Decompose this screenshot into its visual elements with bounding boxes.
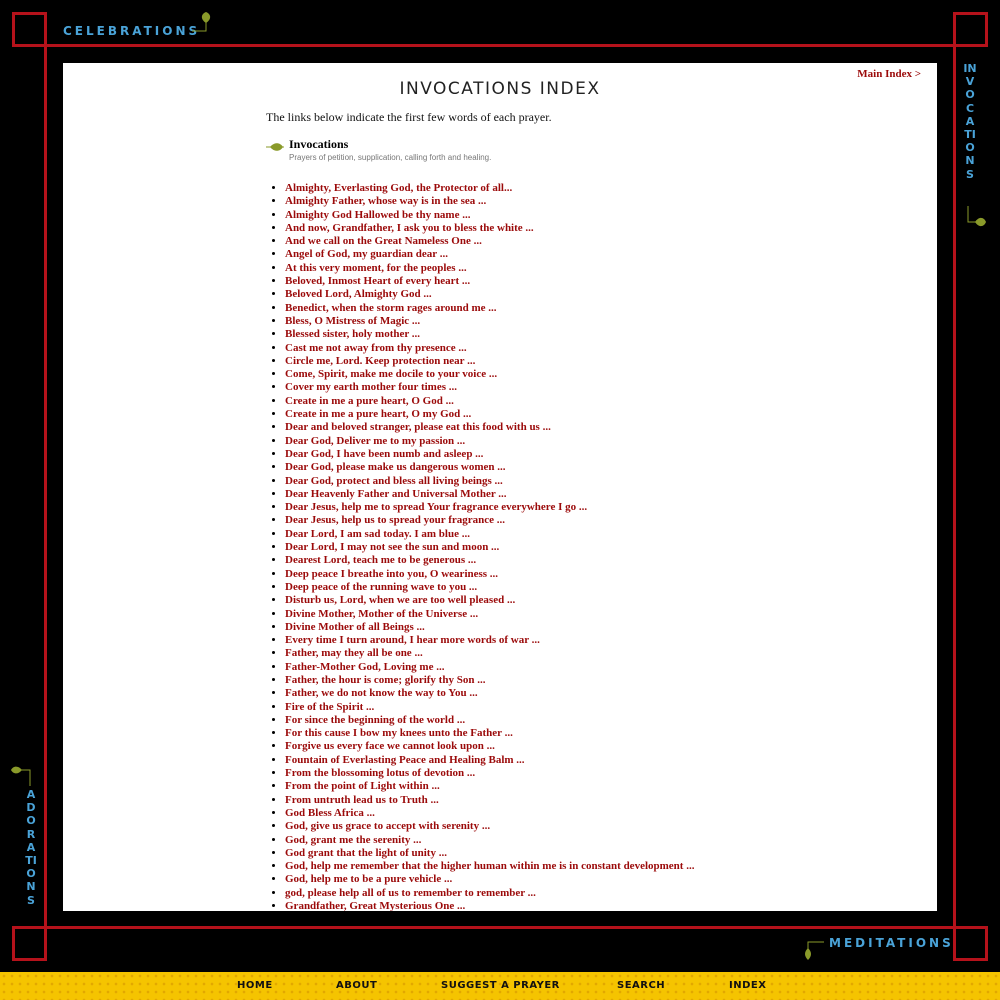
prayer-link[interactable]: Father-Mother God, Loving me ... [285,660,445,673]
prayer-link[interactable]: Circle me, Lord. Keep protection near ... [285,354,476,367]
section-description: Prayers of petition, supplication, calling forth and healing. [289,153,492,162]
prayer-link[interactable]: Dear God, protect and bless all living beings ... [285,474,503,487]
prayer-link[interactable]: Cast me not away from thy presence ... [285,341,467,354]
list-item [285,275,694,288]
list-item [285,222,694,235]
nav-search[interactable]: SEARCH [617,980,666,991]
prayer-link[interactable]: Benedict, when the storm rages around me ... [285,301,497,314]
list-item [285,807,694,820]
prayer-link[interactable]: Angel of God, my guardian dear ... [285,248,448,261]
list-item [285,608,694,621]
prayer-link[interactable]: Come, Spirit, make me docile to your voice ... [285,368,498,381]
list-item [285,767,694,780]
leaf-icon [190,12,214,34]
prayer-link[interactable]: Bless, O Mistress of Magic ... [285,314,421,327]
list-item [285,435,694,448]
list-item [285,328,694,341]
list-item [285,701,694,714]
list-item [285,209,694,222]
list-item [285,794,694,807]
list-item [285,315,694,328]
list-item [285,687,694,700]
frame-corner-bottom-right [953,926,988,961]
prayer-link[interactable]: Dear God, I have been numb and asleep ... [285,447,484,460]
prayer-link[interactable]: From untruth lead us to Truth ... [285,793,439,806]
list-item [285,780,694,793]
prayer-link[interactable]: Dear Jesus, help me to spread Your fragrance everywhere I go ... [285,501,588,514]
intro-text: The links below indicate the first few words of each prayer. [266,110,552,124]
list-item [285,528,694,541]
frame-line-right [953,12,956,960]
prayer-link[interactable]: Divine Mother of all Beings ... [285,620,425,633]
leaf-icon [266,140,286,154]
prayer-link[interactable]: Dear Heavenly Father and Universal Mother ... [285,487,507,500]
section-title: Invocations [289,137,349,151]
list-item [285,714,694,727]
frame-corner-bottom-left [12,926,47,961]
list-item [285,461,694,474]
prayer-link[interactable]: Dear Jesus, help us to spread your fragrance ... [285,514,505,527]
prayer-link[interactable]: Dear Lord, I may not see the sun and moon ... [285,541,500,554]
list-item [285,594,694,607]
prayer-list [266,182,694,911]
list-item [285,727,694,740]
prayer-link[interactable]: Divine Mother, Mother of the Universe ... [285,607,479,620]
prayer-link[interactable]: From the blossoming lotus of devotion ... [285,767,476,780]
prayer-link[interactable]: Fountain of Everlasting Peace and Healing Balm ... [285,753,525,766]
leaf-icon [10,764,34,786]
celebrations-link[interactable]: CELEBRATIONS [63,24,201,38]
list-item [285,754,694,767]
prayer-link[interactable]: Almighty Father, whose way is in the sea ... [285,195,487,208]
list-item [285,368,694,381]
list-item [285,381,694,394]
list-item [285,740,694,753]
list-item [285,873,694,886]
content-panel [63,63,937,911]
list-item [285,235,694,248]
bottom-nav [0,972,1000,1000]
leaf-icon [966,206,990,228]
list-item [285,302,694,315]
list-item [285,661,694,674]
frame-line-top [12,44,988,47]
list-item [285,262,694,275]
prayer-link[interactable]: Almighty God Hallowed be thy name ... [285,208,471,221]
list-item [285,634,694,647]
prayer-link[interactable]: Create in me a pure heart, O God ... [285,394,454,407]
list-item [285,514,694,527]
prayer-link[interactable]: Deep peace I breathe into you, O weariness ... [285,567,499,580]
prayer-link[interactable]: Blessed sister, holy mother ... [285,328,421,341]
prayer-link[interactable]: Father, we do not know the way to You ... [285,687,478,700]
prayer-link[interactable]: Almighty, Everlasting God, the Protector of all... [285,182,513,194]
prayer-link[interactable]: Dear Lord, I am sad today. I am blue ... [285,527,470,540]
list-item [285,647,694,660]
frame-corner-top-right [953,12,988,47]
prayer-link[interactable]: For this cause I bow my knees unto the Father ... [285,727,513,740]
list-item [285,342,694,355]
prayer-link[interactable]: Beloved Lord, Almighty God ... [285,288,432,301]
list-item [285,248,694,261]
prayer-link[interactable]: Forgive us every face we cannot look upon ... [285,740,495,753]
prayer-link[interactable]: Dear God, please make us dangerous women ... [285,461,506,474]
prayer-link[interactable]: Disturb us, Lord, when we are too well pleased ... [285,594,516,607]
prayer-link[interactable]: God Bless Africa ... [285,806,375,819]
nav-home[interactable]: HOME [237,980,273,991]
prayer-link[interactable]: Dearest Lord, teach me to be generous ... [285,554,477,567]
list-item [285,288,694,301]
prayer-link[interactable]: God, grant me the serenity ... [285,833,422,846]
list-item [285,421,694,434]
adorations-vertical-label[interactable]: ADORATIONS [25,788,37,907]
list-item [285,501,694,514]
list-item [285,674,694,687]
prayer-link[interactable]: Father, the hour is come; glorify thy Son ... [285,673,486,686]
prayer-link[interactable]: Deep peace of the running wave to you ... [285,580,478,593]
prayer-link[interactable]: God grant that the light of unity ... [285,846,447,859]
list-item [285,900,694,911]
list-item [285,568,694,581]
prayer-link[interactable]: For since the beginning of the world ... [285,713,466,726]
frame-line-left [44,12,47,960]
list-item [285,195,694,208]
list-item [285,488,694,501]
list-item [285,621,694,634]
prayer-link[interactable]: Grandfather, Great Mysterious One ... [285,900,466,911]
list-item [285,395,694,408]
prayer-link[interactable]: God, help me to be a pure vehicle ... [285,873,453,886]
list-item [285,448,694,461]
prayer-link[interactable]: And we call on the Great Nameless One ... [285,235,482,248]
list-item [285,408,694,421]
list-item [285,887,694,900]
meditations-link[interactable]: MEDITATIONS [829,936,954,950]
list-item [285,541,694,554]
list-item [285,820,694,833]
prayer-link[interactable]: Father, may they all be one ... [285,647,423,660]
list-item [285,182,694,195]
list-item [285,475,694,488]
prayer-link[interactable]: god, please help all of us to remember to remember ... [285,886,536,899]
frame-corner-top-left [12,12,47,47]
prayer-link[interactable]: God, help me remember that the higher human within me is in constant development ... [285,860,695,873]
list-item [285,834,694,847]
page-title: INVOCATIONS INDEX [399,79,601,99]
prayer-link[interactable]: And now, Grandfather, I ask you to bless the white ... [285,221,534,234]
main-index-link[interactable]: Main Index > [857,68,921,80]
nav-about[interactable]: ABOUT [336,980,378,991]
prayer-link[interactable]: At this very moment, for the peoples ... [285,261,467,274]
invocations-vertical-label[interactable]: INVOCATIONS [963,62,977,181]
prayer-link[interactable]: Beloved, Inmost Heart of every heart ... [285,275,471,288]
list-item [285,554,694,567]
prayer-link[interactable]: Every time I turn around, I hear more words of war ... [285,634,540,647]
prayer-link[interactable]: God, give us grace to accept with serenity ... [285,820,491,833]
list-item [285,581,694,594]
list-item [285,355,694,368]
prayer-link[interactable]: Cover my earth mother four times ... [285,381,457,394]
leaf-icon [800,936,826,962]
prayer-link[interactable]: Dear God, Deliver me to my passion ... [285,434,466,447]
nav-suggest-prayer[interactable]: SUGGEST A PRAYER [441,980,560,991]
frame-line-bottom [12,926,988,929]
list-item [285,860,694,873]
prayer-link[interactable]: Dear and beloved stranger, please eat this food with us ... [285,421,551,434]
list-item [285,847,694,860]
nav-index[interactable]: INDEX [729,980,767,991]
prayer-link[interactable]: Create in me a pure heart, O my God ... [285,408,472,421]
prayer-link[interactable]: From the point of Light within ... [285,780,440,793]
prayer-link[interactable]: Fire of the Spirit ... [285,700,375,713]
